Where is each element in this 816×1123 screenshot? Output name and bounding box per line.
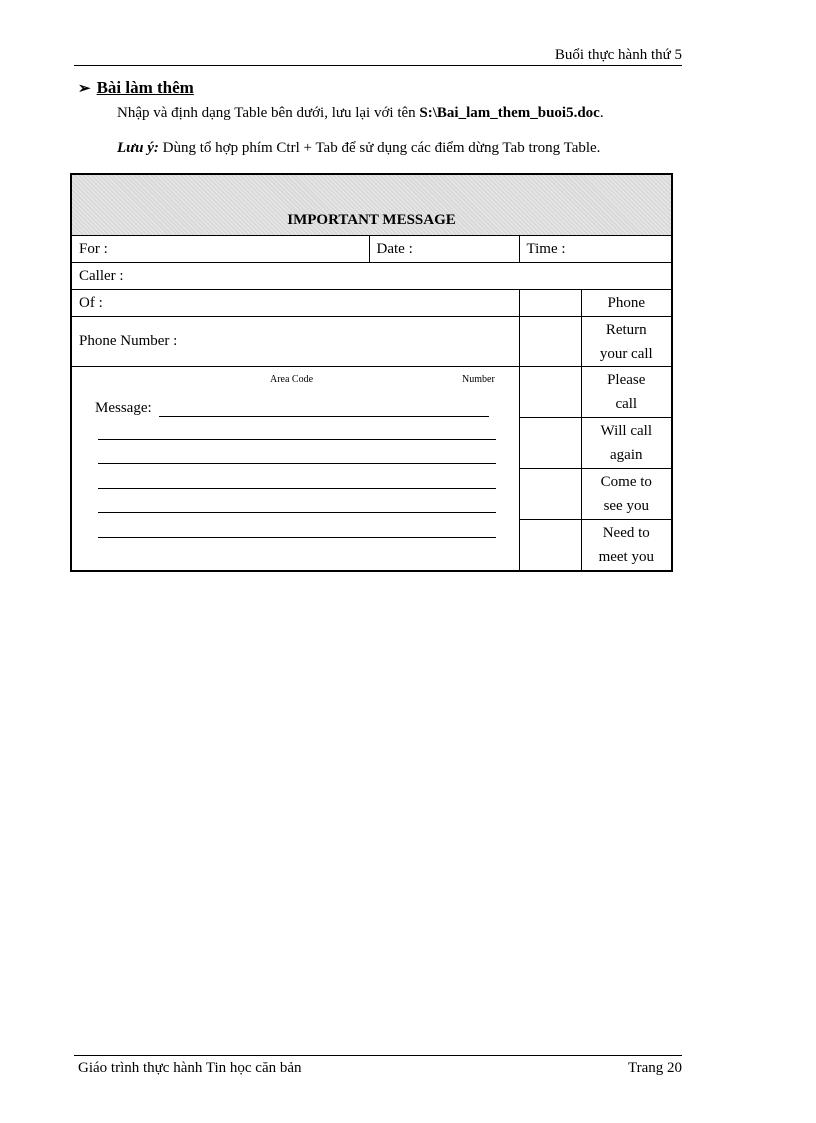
page-header: Buổi thực hành thứ 5 [554,47,682,63]
message-cell[interactable] [71,367,519,571]
footer-title: Giáo trình thực hành Tin học căn bản [78,1060,302,1076]
message-rule [98,439,496,440]
phone-number-label: Phone Number : [79,333,178,349]
message-label: Message: [95,400,152,416]
of-cell[interactable] [71,290,519,317]
message-rule [98,463,496,464]
option-come-to-see-you: Come to see you [581,469,672,520]
option-phone: Phone [581,290,672,317]
option-return-call: Return your call [581,317,672,367]
area-code-label: Area Code [270,374,314,385]
instruction-paragraph [117,105,604,122]
instruction-prefix: Nhập và định dạng Table bên dưới, lưu lại với tên [117,105,420,121]
of-label: Of : [79,294,103,311]
date-label: Date : [376,240,413,257]
for-label: For : [79,240,108,257]
time-cell[interactable] [519,236,672,263]
page-number: Trang 20 [627,1060,682,1076]
checkbox-will-call-again[interactable] [519,418,581,469]
checkbox-need-to-meet-you[interactable] [519,520,581,571]
checkbox-return-call[interactable] [519,317,581,367]
for-cell[interactable] [71,236,369,263]
checkbox-please-call[interactable] [519,367,581,418]
message-form-table [70,173,673,572]
note-text: Dùng tổ hợp phím Ctrl + Tab để sử dụng các điểm dừng Tab trong Table. [158,140,601,156]
checkbox-phone[interactable] [519,290,581,317]
arrow-bullet-icon: ➢ [78,80,91,97]
message-rule [98,512,496,513]
option-need-to-meet-you: Need to meet you [581,520,672,571]
section-title [78,78,194,98]
footer-rule [74,1055,682,1056]
instruction-suffix: . [599,105,604,121]
section-title-text: Bài làm thêm [96,78,194,97]
time-label: Time : [526,240,566,257]
option-please-call: Please call [581,367,672,418]
phone-number-cell[interactable] [71,317,519,367]
note-label: Lưu ý: [117,140,159,156]
caller-cell[interactable] [71,263,672,290]
message-underline [159,402,489,417]
header-rule [74,65,682,66]
instruction-filename: S:\Bai_lam_them_buoi5.doc [419,105,600,121]
checkbox-come-to-see-you[interactable] [519,469,581,520]
form-title: IMPORTANT MESSAGE [71,174,672,236]
option-will-call-again: Will call again [581,418,672,469]
message-line [95,400,489,417]
caller-label: Caller : [79,267,124,284]
note-paragraph [117,140,600,157]
date-cell[interactable] [369,236,519,263]
number-label: Number [462,374,495,385]
message-rule [98,488,496,489]
message-rule [98,537,496,538]
